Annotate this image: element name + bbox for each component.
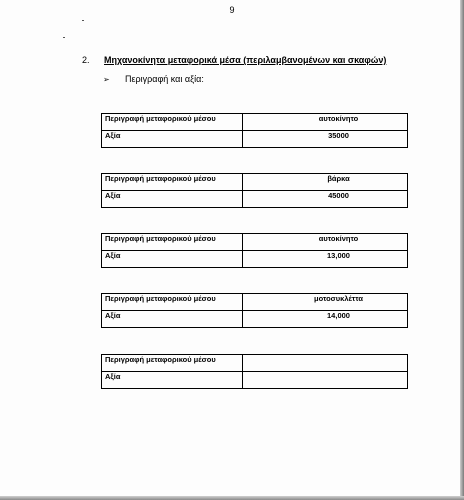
section-title: Μηχανοκίνητα μεταφορικά μέσα (περιλαμβανομένων και σκαφών) bbox=[104, 55, 387, 65]
description-value: αυτοκίνητο bbox=[243, 114, 408, 131]
bullet-line bbox=[103, 74, 204, 84]
value-label: Αξία bbox=[102, 191, 243, 208]
table-row bbox=[102, 372, 408, 389]
description-label: Περιγραφή μεταφορικού μέσου bbox=[102, 234, 243, 251]
value-label: Αξία bbox=[102, 372, 243, 389]
table-row bbox=[102, 114, 408, 131]
vehicle-table bbox=[101, 173, 408, 208]
value-amount bbox=[243, 372, 408, 389]
value-label: Αξία bbox=[102, 251, 243, 268]
table-row bbox=[102, 191, 408, 208]
description-label: Περιγραφή μεταφορικού μέσου bbox=[102, 114, 243, 131]
description-label: Περιγραφή μεταφορικού μέσου bbox=[102, 355, 243, 372]
value-amount: 13,000 bbox=[243, 251, 408, 268]
vehicle-table bbox=[101, 293, 408, 328]
description-value: μοτοσυκλέττα bbox=[243, 294, 408, 311]
page-number: 9 bbox=[229, 5, 235, 15]
table-row bbox=[102, 174, 408, 191]
description-value: αυτοκίνητο bbox=[243, 234, 408, 251]
description-label: Περιγραφή μεταφορικού μέσου bbox=[102, 174, 243, 191]
table-row bbox=[102, 311, 408, 328]
description-value: βάρκα bbox=[243, 174, 408, 191]
description-label: Περιγραφή μεταφορικού μέσου bbox=[102, 294, 243, 311]
description-value bbox=[243, 355, 408, 372]
section-number: 2. bbox=[82, 55, 90, 65]
value-amount: 14,000 bbox=[243, 311, 408, 328]
value-amount: 45000 bbox=[243, 191, 408, 208]
table-row bbox=[102, 251, 408, 268]
scan-speck bbox=[82, 20, 84, 21]
table-row bbox=[102, 355, 408, 372]
table-row bbox=[102, 294, 408, 311]
scan-edge-right bbox=[460, 0, 464, 500]
vehicle-table bbox=[101, 113, 408, 148]
value-label: Αξία bbox=[102, 131, 243, 148]
scan-speck bbox=[63, 37, 65, 38]
value-label: Αξία bbox=[102, 311, 243, 328]
section-heading bbox=[82, 55, 386, 65]
bullet-text: Περιγραφή και αξία: bbox=[125, 74, 204, 84]
table-row bbox=[102, 131, 408, 148]
vehicle-table bbox=[101, 233, 408, 268]
value-amount: 35000 bbox=[243, 131, 408, 148]
scan-edge-bottom bbox=[0, 496, 464, 500]
vehicle-table bbox=[101, 354, 408, 389]
table-row bbox=[102, 234, 408, 251]
arrow-bullet-icon: ➢ bbox=[103, 75, 110, 84]
